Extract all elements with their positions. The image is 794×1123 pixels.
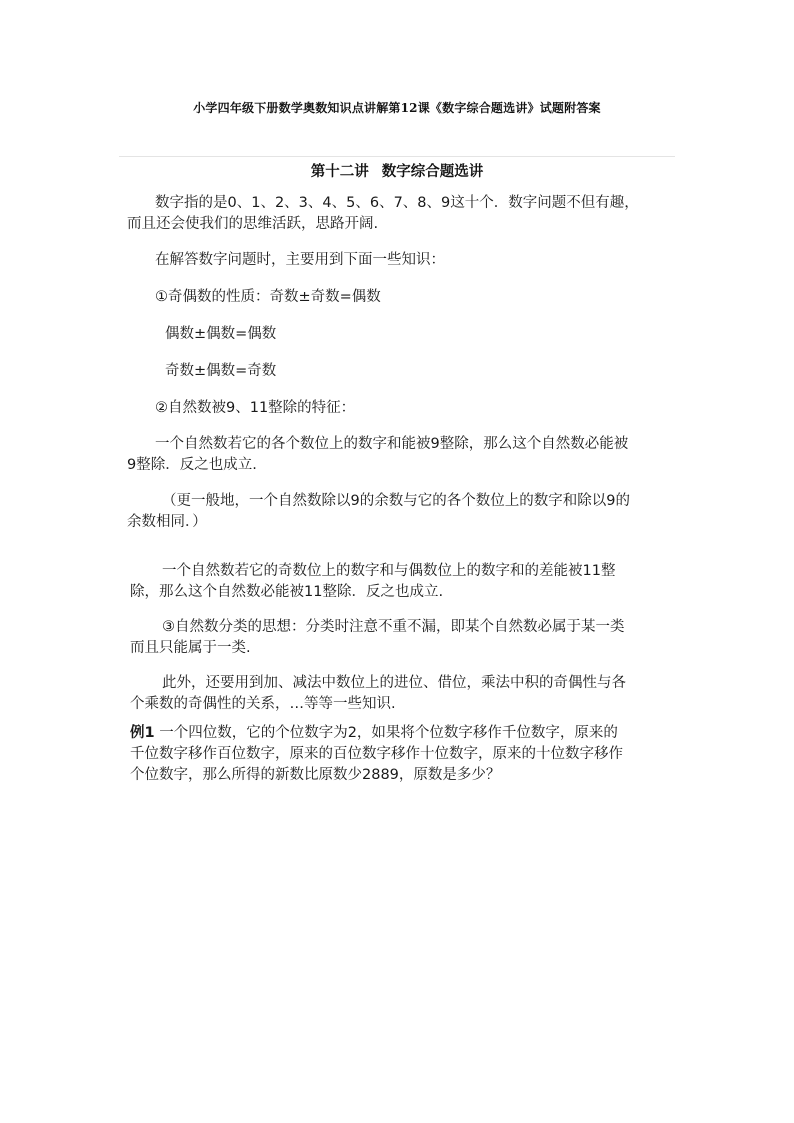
knowledge-intro: 在解答数字问题时，主要用到下面一些知识： bbox=[155, 252, 445, 268]
div11-line-1: 一个自然数若它的奇数位上的数字和与偶数位上的数字和的差能被11整 bbox=[162, 563, 616, 579]
intro-line-1: 数字指的是0、1、2、3、4、5、6、7、8、9这十个．数字问题不但有趣， bbox=[155, 195, 639, 211]
classification-line-2: 而且只能属于一类. bbox=[130, 640, 251, 656]
carry-line-2: 个乘数的奇偶性的关系，…等等一些知识. bbox=[130, 696, 396, 712]
example-1-label: 例1 bbox=[130, 725, 155, 741]
example-1-line-1 bbox=[130, 723, 618, 744]
div9-line-2: 9整除．反之也成立. bbox=[127, 457, 257, 473]
div9-line-1: 一个自然数若它的各个数位上的数字和能被9整除，那么这个自然数必能被 bbox=[155, 436, 629, 452]
example-1-line-2: 千位数字移作百位数字，原来的百位数字移作十位数字，原来的十位数字移作 bbox=[130, 746, 623, 762]
example-1-text-1: 一个四位数，它的个位数字为2，如果将个位数字移作千位数字，原来的 bbox=[159, 725, 618, 741]
div11-line-2: 除，那么这个自然数必能被11整除．反之也成立. bbox=[130, 584, 444, 600]
classification-line-1: ③自然数分类的思想：分类时注意不重不漏，即某个自然数必属于某一类 bbox=[162, 619, 625, 635]
example-1-line-3: 个位数字，那么所得的新数比原数少2889，原数是多少？ bbox=[130, 767, 501, 783]
remainder-line-2: 余数相同．） bbox=[127, 514, 207, 530]
carry-line-1: 此外，还要用到加、减法中数位上的进位、借位，乘法中积的奇偶性与各 bbox=[162, 675, 626, 691]
parity-title: ①奇偶数的性质：奇数±奇数=偶数 bbox=[155, 289, 381, 305]
header-divider bbox=[119, 156, 675, 157]
lesson-title: 第十二讲 数字综合题选讲 bbox=[310, 163, 484, 180]
divisibility-title: ②自然数被9、11整除的特征： bbox=[155, 400, 356, 416]
intro-line-2: 而且还会使我们的思维活跃，思路开阔. bbox=[127, 216, 379, 232]
parity-odd-rule: 奇数±偶数=奇数 bbox=[165, 363, 277, 379]
remainder-line-1: （更一般地，一个自然数除以9的余数与它的各个数位上的数字和除以9的 bbox=[162, 493, 630, 509]
document-header: 小学四年级下册数学奥数知识点讲解第12课《数字综合题选讲》试题附答案 bbox=[193, 101, 601, 115]
parity-even-rule: 偶数±偶数=偶数 bbox=[165, 326, 277, 342]
